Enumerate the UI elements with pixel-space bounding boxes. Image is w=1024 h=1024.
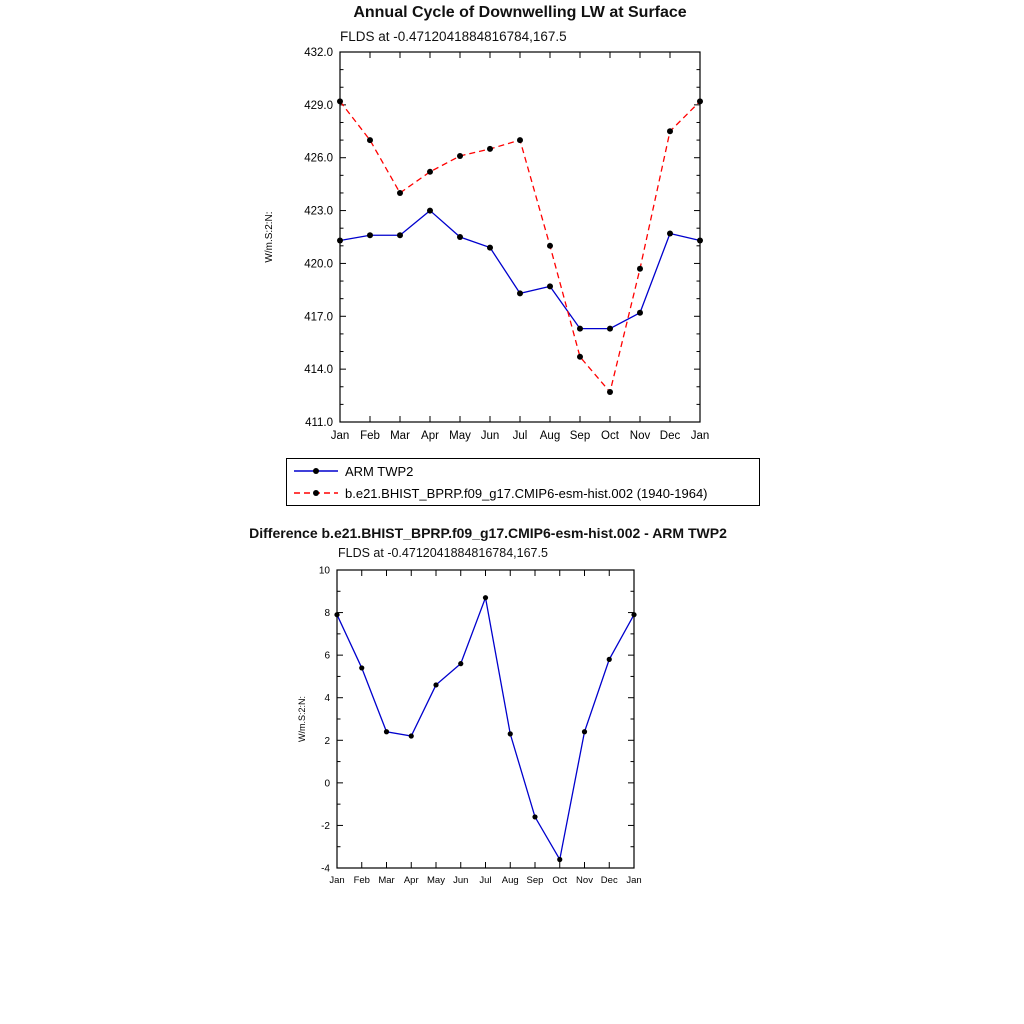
data-marker xyxy=(337,238,343,244)
legend-label-arm: ARM TWP2 xyxy=(345,463,414,479)
data-marker xyxy=(337,98,343,104)
x-tick-label: Mar xyxy=(390,430,410,442)
x-tick-label: Aug xyxy=(539,430,561,442)
x-tick-label: Oct xyxy=(552,875,568,886)
data-marker xyxy=(582,729,587,734)
data-marker xyxy=(508,731,513,736)
data-marker xyxy=(427,208,433,214)
x-tick-label: Oct xyxy=(601,430,619,442)
legend-label-model: b.e21.BHIST_BPRP.f09_g17.CMIP6-esm-hist.002 (1940-1964) xyxy=(345,485,708,501)
x-tick-label: Jun xyxy=(453,875,469,886)
legend-entry-arm xyxy=(292,461,754,481)
bottom-chart-title: Difference b.e21.BHIST_BPRP.f09_g17.CMIP6-esm-hist.002 - ARM TWP2 xyxy=(249,525,727,541)
bottom-chart-subtitle: FLDS at -0.4712041884816784,167.5 xyxy=(338,546,548,560)
bottom-chart-plot xyxy=(250,560,670,900)
y-tick-label: 2 xyxy=(324,735,330,747)
data-marker xyxy=(547,243,553,249)
data-marker xyxy=(367,232,373,238)
data-marker xyxy=(532,814,537,819)
x-tick-label: Jul xyxy=(512,430,528,442)
x-tick-label: Dec xyxy=(659,430,681,442)
data-marker xyxy=(457,234,463,240)
y-tick-label: 417.0 xyxy=(304,311,333,324)
data-marker xyxy=(384,729,389,734)
data-marker xyxy=(457,153,463,159)
x-tick-label: Feb xyxy=(353,875,370,886)
x-tick-label: Jan xyxy=(330,430,350,442)
series-line xyxy=(340,101,700,392)
legend-line-sample-solid xyxy=(292,464,340,478)
y-tick-label: 426.0 xyxy=(304,152,333,165)
y-tick-label: 423.0 xyxy=(304,205,333,218)
data-marker xyxy=(397,232,403,238)
data-marker xyxy=(607,326,613,332)
data-marker xyxy=(667,128,673,134)
data-marker xyxy=(334,612,339,617)
y-tick-label: 6 xyxy=(324,650,330,662)
x-tick-label: Sep xyxy=(526,875,544,886)
data-marker xyxy=(458,661,463,666)
x-tick-label: Jan xyxy=(690,430,710,442)
plot-frame xyxy=(340,52,700,422)
x-tick-label: Jun xyxy=(480,430,500,442)
legend-box xyxy=(286,458,760,506)
data-marker xyxy=(577,326,583,332)
legend-entry-model xyxy=(292,483,754,503)
y-tick-label: 420.0 xyxy=(304,258,333,271)
x-tick-label: May xyxy=(427,875,445,886)
data-marker xyxy=(631,612,636,617)
y-tick-label: 4 xyxy=(324,693,330,705)
y-tick-label: 10 xyxy=(318,565,330,577)
top-chart-title: Annual Cycle of Downwelling LW at Surface xyxy=(353,4,687,21)
x-tick-label: Nov xyxy=(576,875,593,886)
data-marker xyxy=(483,595,488,600)
x-tick-label: Apr xyxy=(421,430,439,442)
data-marker xyxy=(409,733,414,738)
data-marker xyxy=(487,146,493,152)
y-tick-label: -2 xyxy=(321,820,330,832)
legend-line-sample-dashed xyxy=(292,486,340,500)
x-tick-label: May xyxy=(449,430,471,442)
data-marker xyxy=(637,266,643,272)
x-tick-label: Dec xyxy=(600,875,618,886)
series-line xyxy=(340,211,700,329)
data-marker xyxy=(697,98,703,104)
x-tick-label: Mar xyxy=(378,875,395,886)
data-marker xyxy=(517,137,523,143)
data-marker xyxy=(367,137,373,143)
series-line xyxy=(337,598,634,860)
data-marker xyxy=(607,657,612,662)
top-chart-plot xyxy=(250,46,720,458)
data-marker xyxy=(607,389,613,395)
x-tick-label: Nov xyxy=(629,430,651,442)
data-marker xyxy=(697,238,703,244)
x-tick-label: Sep xyxy=(569,430,591,442)
y-tick-label: 432.0 xyxy=(304,47,333,60)
x-tick-label: Aug xyxy=(501,875,519,886)
data-marker xyxy=(547,283,553,289)
x-tick-label: Feb xyxy=(360,430,380,442)
x-tick-label: Jan xyxy=(329,875,345,886)
x-tick-label: Apr xyxy=(403,875,419,886)
y-tick-label: 0 xyxy=(324,778,330,790)
data-marker xyxy=(667,230,673,236)
x-tick-label: Jul xyxy=(479,875,492,886)
data-marker xyxy=(637,310,643,316)
data-marker xyxy=(487,245,493,251)
data-marker xyxy=(433,682,438,687)
data-marker xyxy=(557,857,562,862)
y-tick-label: 411.0 xyxy=(305,417,333,430)
data-marker xyxy=(397,190,403,196)
y-axis-title: W/m.S:2:N: xyxy=(264,211,275,263)
y-tick-label: 429.0 xyxy=(304,99,333,112)
data-marker xyxy=(517,290,523,296)
y-axis-title: W/m.S:2:N: xyxy=(297,695,307,743)
data-marker xyxy=(359,665,364,670)
data-marker xyxy=(427,169,433,175)
y-tick-label: 414.0 xyxy=(304,364,333,377)
top-chart-subtitle: FLDS at -0.4712041884816784,167.5 xyxy=(340,29,567,44)
x-tick-label: Jan xyxy=(626,875,642,886)
y-tick-label: 8 xyxy=(324,608,330,620)
data-marker xyxy=(577,354,583,360)
y-tick-label: -4 xyxy=(321,863,330,875)
